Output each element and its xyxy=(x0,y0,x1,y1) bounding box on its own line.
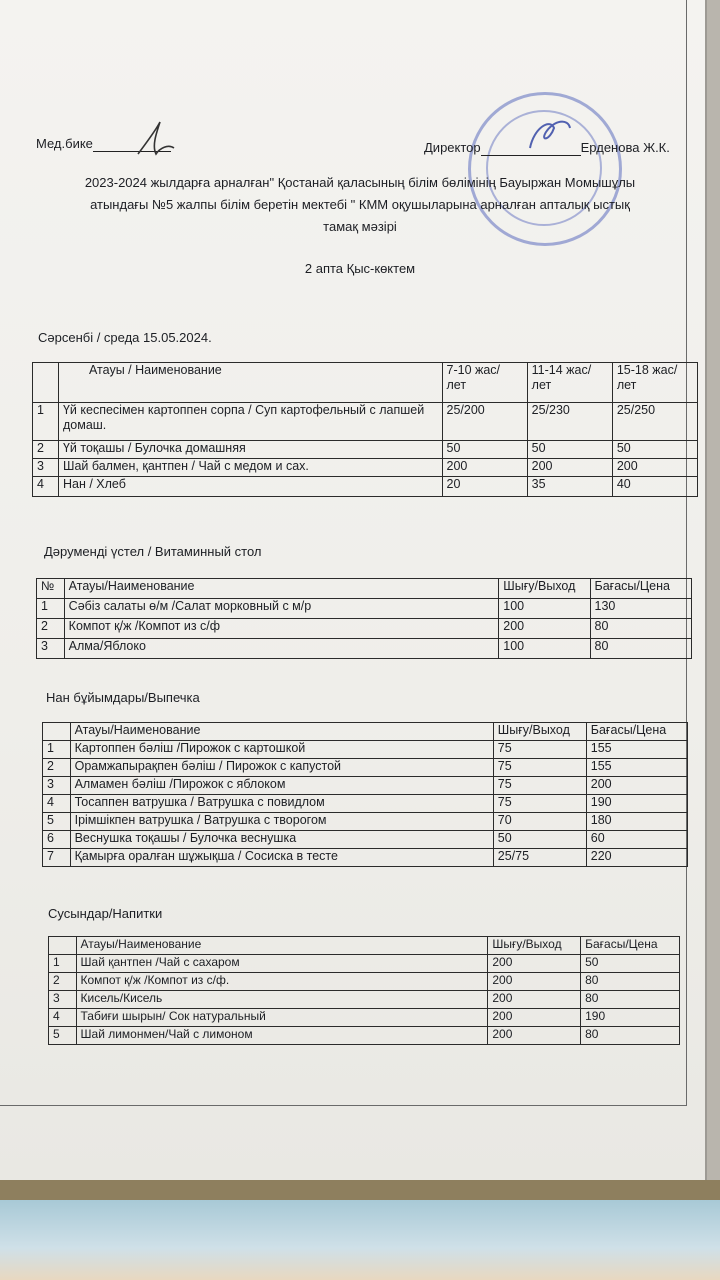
table-row xyxy=(49,1009,680,1027)
document-title xyxy=(40,172,680,238)
bakery-table xyxy=(42,722,688,867)
output-value: 200 xyxy=(499,619,590,639)
main-menu-table xyxy=(32,362,698,497)
drink-name: Табиғи шырын/ Сок натуральный xyxy=(76,1009,488,1027)
row-number: 3 xyxy=(33,459,59,477)
header-cell-num xyxy=(49,937,77,955)
price-value: 80 xyxy=(581,991,680,1009)
vitamin-table xyxy=(36,578,692,659)
table-row xyxy=(43,813,688,831)
vitamin-header-row xyxy=(37,579,692,599)
background-wall xyxy=(0,1200,720,1280)
row-number: 6 xyxy=(43,831,71,849)
output-value: 200 xyxy=(488,1027,581,1045)
drink-name: Шай қантпен /Чай с сахаром xyxy=(76,955,488,973)
header-cell-age2: 11-14 жас/ лет xyxy=(527,363,612,403)
header-cell-name: Атауы/Наименование xyxy=(70,723,493,741)
drink-name: Компот қ/ж /Компот из с/ф. xyxy=(76,973,488,991)
portion-age1: 25/200 xyxy=(442,403,527,441)
row-number: 2 xyxy=(33,441,59,459)
output-value: 200 xyxy=(488,1009,581,1027)
row-number: 1 xyxy=(43,741,71,759)
director-label: Директор xyxy=(424,140,481,155)
header-cell-name: Атауы/Наименование xyxy=(64,579,499,599)
header-cell-output: Шығу/Выход xyxy=(493,723,586,741)
table-row xyxy=(43,849,688,867)
table-row xyxy=(43,759,688,777)
price-value: 130 xyxy=(590,599,692,619)
board-frame xyxy=(0,1180,720,1200)
row-number: 4 xyxy=(49,1009,77,1027)
row-number: 2 xyxy=(37,619,65,639)
price-value: 60 xyxy=(586,831,687,849)
dish-name: Алмамен бәліш /Пирожок с яблоком xyxy=(70,777,493,795)
price-value: 190 xyxy=(586,795,687,813)
title-line-3: тамақ мәзірі xyxy=(323,219,397,234)
dish-name: Компот қ/ж /Компот из с/ф xyxy=(64,619,499,639)
table-row xyxy=(43,831,688,849)
header-cell-output: Шығу/Выход xyxy=(499,579,590,599)
dish-name: Алма/Яблоко xyxy=(64,639,499,659)
price-value: 220 xyxy=(586,849,687,867)
portion-age2: 25/230 xyxy=(527,403,612,441)
output-value: 25/75 xyxy=(493,849,586,867)
row-number: 4 xyxy=(33,477,59,497)
price-value: 80 xyxy=(581,1027,680,1045)
drinks-table xyxy=(48,936,680,1045)
dish-name: Шай балмен, қантпен / Чай с медом и сах. xyxy=(58,459,442,477)
director-signature-scribble xyxy=(520,108,580,158)
row-number: 1 xyxy=(49,955,77,973)
row-number: 1 xyxy=(37,599,65,619)
drinks-header-row xyxy=(49,937,680,955)
output-value: 75 xyxy=(493,741,586,759)
week-label: 2 апта Қыс-көктем xyxy=(304,261,416,276)
output-value: 75 xyxy=(493,795,586,813)
portion-age3: 25/250 xyxy=(612,403,697,441)
row-number: 2 xyxy=(43,759,71,777)
table-row xyxy=(49,955,680,973)
output-value: 200 xyxy=(488,991,581,1009)
table-row xyxy=(43,795,688,813)
price-value: 190 xyxy=(581,1009,680,1027)
output-value: 100 xyxy=(499,639,590,659)
output-value: 200 xyxy=(488,973,581,991)
header-cell-output: Шығу/Выход xyxy=(488,937,581,955)
price-value: 180 xyxy=(586,813,687,831)
bakery-section-title: Нан бұйымдары/Выпечка xyxy=(46,690,200,705)
dish-name: Ірімшікпен ватрушка / Ватрушка с творогом xyxy=(70,813,493,831)
table-row xyxy=(33,403,698,441)
row-number: 2 xyxy=(49,973,77,991)
header-cell-age3: 15-18 жас/ лет xyxy=(612,363,697,403)
table-row xyxy=(49,973,680,991)
header-cell-name: Атауы / Наименование xyxy=(58,363,442,403)
portion-age2: 35 xyxy=(527,477,612,497)
drink-name: Шай лимонмен/Чай с лимоном xyxy=(76,1027,488,1045)
dish-name: Орамжапырақпен бәліш / Пирожок с капустой xyxy=(70,759,493,777)
nurse-label: Мед.бике xyxy=(36,136,93,151)
row-number: 3 xyxy=(37,639,65,659)
portion-age3: 40 xyxy=(612,477,697,497)
dish-name: Үй кеспесімен картоппен сорпа / Суп картофельный с лапшей домаш. xyxy=(58,403,442,441)
table-row xyxy=(49,991,680,1009)
price-value: 80 xyxy=(590,619,692,639)
price-value: 155 xyxy=(586,759,687,777)
header-cell-price: Бағасы/Цена xyxy=(590,579,692,599)
output-value: 75 xyxy=(493,777,586,795)
row-number: 1 xyxy=(33,403,59,441)
drink-name: Кисель/Кисель xyxy=(76,991,488,1009)
table-row xyxy=(33,441,698,459)
header-cell-price: Бағасы/Цена xyxy=(586,723,687,741)
portion-age2: 50 xyxy=(527,441,612,459)
dish-name: Веснушка тоқашы / Булочка веснушка xyxy=(70,831,493,849)
dish-name: Үй тоқашы / Булочка домашняя xyxy=(58,441,442,459)
price-value: 80 xyxy=(581,973,680,991)
row-number: 5 xyxy=(49,1027,77,1045)
row-number: 7 xyxy=(43,849,71,867)
output-value: 200 xyxy=(488,955,581,973)
header-cell-age1: 7-10 жас/ лет xyxy=(442,363,527,403)
director-name: Ерденова Ж.К. xyxy=(580,140,670,155)
table-row xyxy=(43,777,688,795)
header-cell-num xyxy=(43,723,71,741)
portion-age3: 200 xyxy=(612,459,697,477)
table-row xyxy=(43,741,688,759)
nurse-signature-scribble xyxy=(130,118,180,158)
output-value: 75 xyxy=(493,759,586,777)
table-row xyxy=(49,1027,680,1045)
title-line-2: атындағы №5 жалпы білім беретін мектебі " КММ оқушыларына арналған апталық ыстық xyxy=(90,197,630,212)
table-row xyxy=(37,639,692,659)
portion-age1: 50 xyxy=(442,441,527,459)
vitamin-section-title: Дәруменді үстел / Витаминный стол xyxy=(44,544,262,559)
price-value: 50 xyxy=(581,955,680,973)
row-number: 3 xyxy=(43,777,71,795)
dish-name: Тосаппен ватрушка / Ватрушка с повидлом xyxy=(70,795,493,813)
output-value: 70 xyxy=(493,813,586,831)
table-row xyxy=(37,619,692,639)
title-line-1: 2023-2024 жылдарға арналған" Қостанай қаласының білім бөлімінің Бауыржан Момышұлы xyxy=(84,175,636,190)
dish-name: Нан / Хлеб xyxy=(58,477,442,497)
table-row xyxy=(33,477,698,497)
dish-name: Сәбіз салаты ө/м /Салат морковный с м/р xyxy=(64,599,499,619)
portion-age3: 50 xyxy=(612,441,697,459)
dish-name: Картоппен бәліш /Пирожок с картошкой xyxy=(70,741,493,759)
date-line: Сәрсенбі / среда 15.05.2024. xyxy=(38,330,212,345)
header-cell-price: Бағасы/Цена xyxy=(581,937,680,955)
drinks-section-title: Сусындар/Напитки xyxy=(48,906,163,921)
row-number: 5 xyxy=(43,813,71,831)
table-row xyxy=(37,599,692,619)
price-value: 200 xyxy=(586,777,687,795)
main-menu-header-row xyxy=(33,363,698,403)
header-cell-num xyxy=(33,363,59,403)
portion-age2: 200 xyxy=(527,459,612,477)
output-value: 50 xyxy=(493,831,586,849)
price-value: 80 xyxy=(590,639,692,659)
portion-age1: 200 xyxy=(442,459,527,477)
price-value: 155 xyxy=(586,741,687,759)
dish-name: Қамырға оралған шұжықша / Сосиска в тесте xyxy=(70,849,493,867)
header-cell-name: Атауы/Наименование xyxy=(76,937,488,955)
row-number: 4 xyxy=(43,795,71,813)
portion-age1: 20 xyxy=(442,477,527,497)
output-value: 100 xyxy=(499,599,590,619)
bakery-header-row xyxy=(43,723,688,741)
row-number: 3 xyxy=(49,991,77,1009)
header-cell-num: № xyxy=(37,579,65,599)
table-row xyxy=(33,459,698,477)
